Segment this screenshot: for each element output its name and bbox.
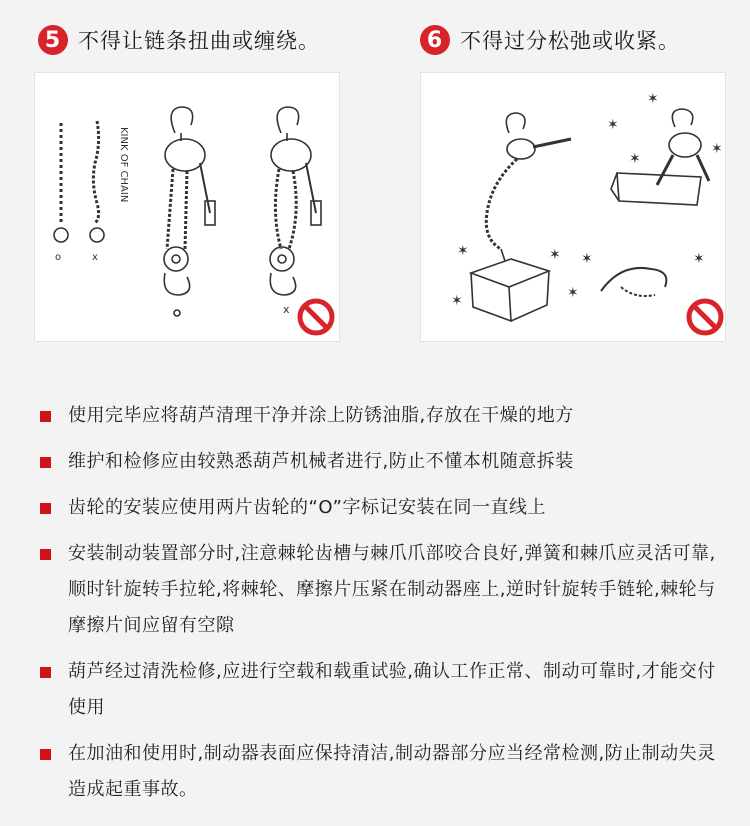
chain-kink-illustration bbox=[34, 72, 340, 342]
svg-text:✶: ✶ bbox=[457, 243, 469, 259]
warning-5-text: 不得让链条扭曲或缠绕。 bbox=[78, 29, 320, 53]
prohibited-icon bbox=[689, 301, 721, 333]
note-item bbox=[40, 654, 720, 726]
maintenance-notes-list bbox=[40, 398, 720, 818]
note-text: 维护和检修应由较熟悉葫芦机械者进行,防止不懂本机随意拆装 bbox=[68, 451, 574, 472]
note-item bbox=[40, 444, 720, 480]
note-item bbox=[40, 398, 720, 434]
bullet-square-icon bbox=[40, 411, 51, 422]
slack-tight-illustration bbox=[420, 72, 726, 342]
svg-text:✶: ✶ bbox=[647, 91, 659, 107]
svg-text:✶: ✶ bbox=[629, 151, 641, 167]
bullet-square-icon bbox=[40, 503, 51, 514]
note-text: 在加油和使用时,制动器表面应保持清洁,制动器部分应当经常检测,防止制动失灵造成起重事故。 bbox=[68, 743, 716, 800]
note-text: 安装制动装置部分时,注意棘轮齿槽与棘爪爪部咬合良好,弹簧和棘爪应灵活可靠,顺时针旋转手拉轮,将棘轮、摩擦片压紧在制动器座上,逆时针旋转手链轮,棘轮与摩擦片间应留有空隙 bbox=[68, 543, 716, 636]
note-item bbox=[40, 736, 720, 808]
note-item bbox=[40, 536, 720, 644]
note-text: 葫芦经过清洗检修,应进行空载和载重试验,确认工作正常、制动可靠时,才能交付使用 bbox=[68, 661, 716, 718]
cross-mark: x bbox=[92, 252, 98, 263]
cross-mark: x bbox=[283, 303, 290, 316]
warning-5-title bbox=[38, 22, 320, 58]
svg-text:✶: ✶ bbox=[711, 141, 723, 157]
number-badge: 5 bbox=[38, 25, 68, 55]
svg-text:✶: ✶ bbox=[567, 285, 579, 301]
slack-tight-drawing bbox=[421, 73, 725, 341]
svg-text:✶: ✶ bbox=[581, 251, 593, 267]
svg-text:✶: ✶ bbox=[549, 247, 561, 263]
warning-6-title bbox=[420, 22, 680, 58]
warning-6-text: 不得过分松弛或收紧。 bbox=[460, 29, 680, 53]
prohibited-icon bbox=[300, 301, 332, 333]
chain-kink-drawing bbox=[35, 73, 339, 341]
number-badge: 6 bbox=[420, 25, 450, 55]
bullet-square-icon bbox=[40, 667, 51, 678]
kink-of-chain-label: KINK OF CHAIN bbox=[118, 127, 129, 203]
note-text: 使用完毕应将葫芦清理干净并涂上防锈油脂,存放在干燥的地方 bbox=[68, 405, 574, 426]
bullet-square-icon bbox=[40, 549, 51, 560]
bullet-square-icon bbox=[40, 749, 51, 760]
bullet-square-icon bbox=[40, 457, 51, 468]
svg-text:✶: ✶ bbox=[451, 293, 463, 309]
svg-text:✶: ✶ bbox=[607, 117, 619, 133]
check-mark: o bbox=[55, 252, 62, 263]
note-text: 齿轮的安装应使用两片齿轮的“O”字标记安装在同一直线上 bbox=[68, 497, 546, 518]
note-item bbox=[40, 490, 720, 526]
svg-text:✶: ✶ bbox=[693, 251, 705, 267]
